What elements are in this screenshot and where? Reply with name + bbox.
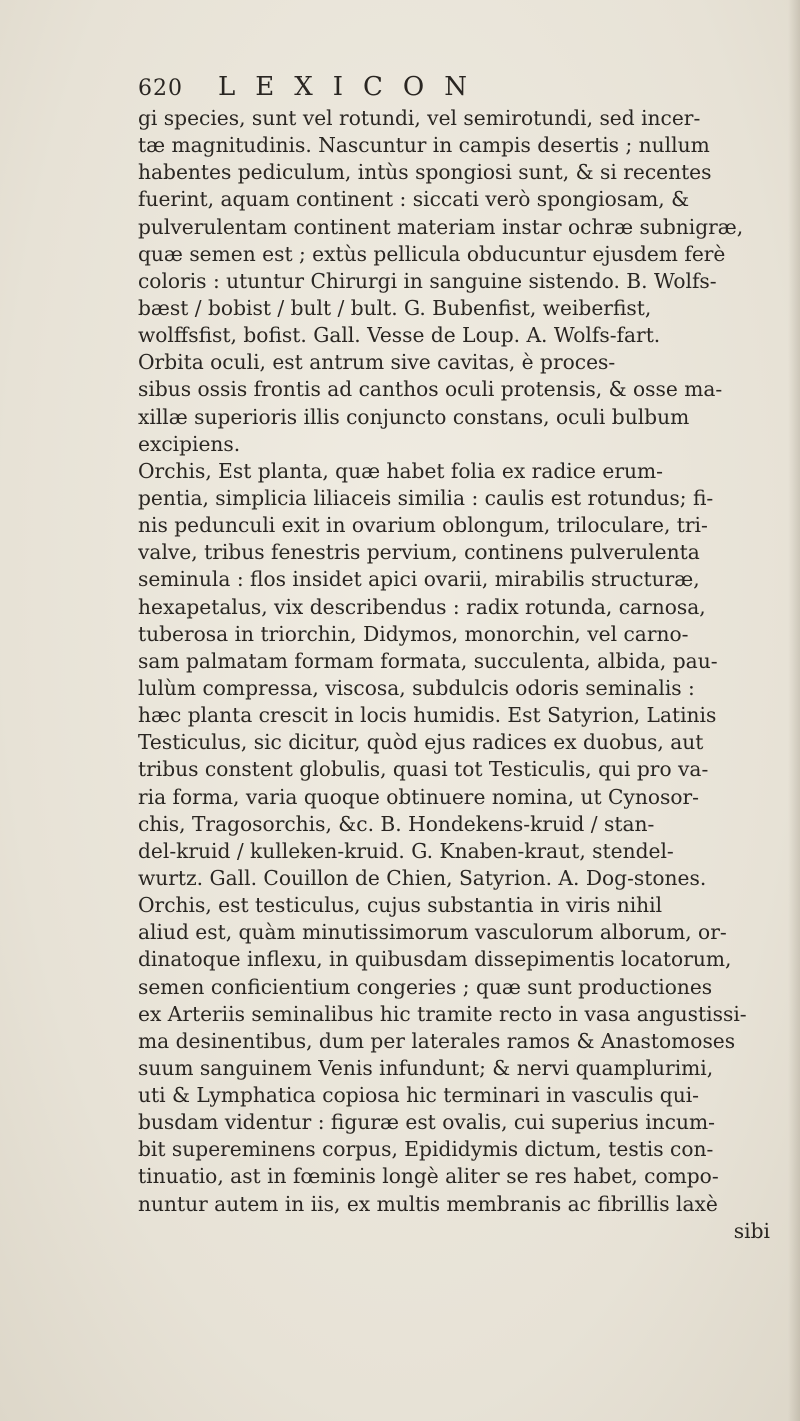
text-line: Testiculus, sic dicitur, quòd ejus radices ex duobus, aut [138,730,704,755]
text-line: Orbita oculi, est antrum sive cavitas, è proces- [138,350,616,375]
text-line: ex Arteriis seminalibus hic tramite recto in vasa angustissi- [138,1001,747,1026]
text-line: pulverulentam continent materiam instar ochræ subnigræ, [138,214,744,239]
text-line: semen conficientium congeries ; quæ sunt productiones [138,974,713,999]
text-line: tribus constent globulis, quasi tot Testiculis, qui pro va- [138,757,709,782]
catchword: sibi [733,1218,770,1243]
text-line: xillæ superioris illis conjuncto constans, oculi bulbum [138,404,690,429]
text-line: quæ semen est ; extùs pellicula obducuntur ejusdem ferè [138,241,726,266]
text-line: tinuatio, ast in fœminis longè aliter se res habet, compo- [138,1164,719,1189]
text-line: pentia, simplicia liliaceis similia : caulis est rotundus; fi- [138,485,714,510]
page-header [138,72,758,106]
page-number: 620 [138,76,183,101]
text-line: bit supereminens corpus, Epididymis dictum, testis con- [138,1137,714,1162]
text-line: Orchis, est testiculus, cujus substantia in viris nihil [138,893,663,918]
text-line: uti & Lymphatica copiosa hic terminari in vasculis qui- [138,1083,699,1108]
text-line: seminula : flos insidet apici ovarii, mirabilis structuræ, [138,567,700,592]
text-line: ria forma, varia quoque obtinuere nomina, ut Cynosor- [138,784,699,809]
running-head: LEXICON [218,72,487,102]
text-line: tuberosa in triorchin, Didymos, monorchin, vel carno- [138,621,689,646]
text-line: hæc planta crescit in locis humidis. Est Satyrion, Latinis [138,703,717,728]
text-line: aliud est, quàm minutissimorum vasculorum alborum, or- [138,920,727,945]
text-line: del-kruid / kulleken-kruid. G. Knaben-kraut, stendel- [138,838,674,863]
text-line: sibus ossis frontis ad canthos oculi protensis, & osse ma- [138,377,723,402]
text-line: fuerint, aquam continent : siccati verò spongiosam, & [138,187,690,212]
text-line: bæst / bobist / bult / bult. G. Bubenfist, weiberfist, [138,295,652,320]
text-line: wurtz. Gall. Couillon de Chien, Satyrion. A. Dog-stones. [138,865,707,890]
text-line: excipiens. [138,431,241,456]
text-line: dinatoque inflexu, in quibusdam dissepimentis locatorum, [138,947,732,972]
text-line: Orchis, Est planta, quæ habet folia ex radice erum- [138,458,663,483]
body-text [138,105,770,1245]
text-line: lulùm compressa, viscosa, subdulcis odoris seminalis : [138,675,695,700]
text-line: ma desinentibus, dum per laterales ramos & Anastomoses [138,1028,736,1053]
text-line: suum sanguinem Venis infundunt; & nervi quamplurimi, [138,1055,714,1080]
text-line: chis, Tragosorchis, &c. B. Hondekens-kruid / stan- [138,811,655,836]
text-line: busdam videntur : figuræ est ovalis, cui superius incum- [138,1110,715,1135]
text-line: nuntur autem in iis, ex multis membranis ac fibrillis laxè [138,1191,718,1216]
text-line: valve, tribus fenestris pervium, continens pulverulenta [138,540,700,565]
text-line: habentes pediculum, intùs spongiosi sunt, & si recentes [138,160,712,185]
text-line: nis pedunculi exit in ovarium oblongum, triloculare, tri- [138,513,708,538]
text-line: wolffsfist, bofist. Gall. Vesse de Loup. A. Wolfs-fart. [138,323,661,348]
text-line: gi species, sunt vel rotundi, vel semirotundi, sed incer- [138,106,701,130]
page-edge-shadow [788,0,800,1421]
text-line: coloris : utuntur Chirurgi in sanguine sistendo. B. Wolfs- [138,268,717,293]
text-line: sam palmatam formam formata, succulenta, albida, pau- [138,648,718,673]
text-line: tæ magnitudinis. Nascuntur in campis desertis ; nullum [138,133,710,158]
text-line: hexapetalus, vix describendus : radix rotunda, carnosa, [138,594,706,619]
